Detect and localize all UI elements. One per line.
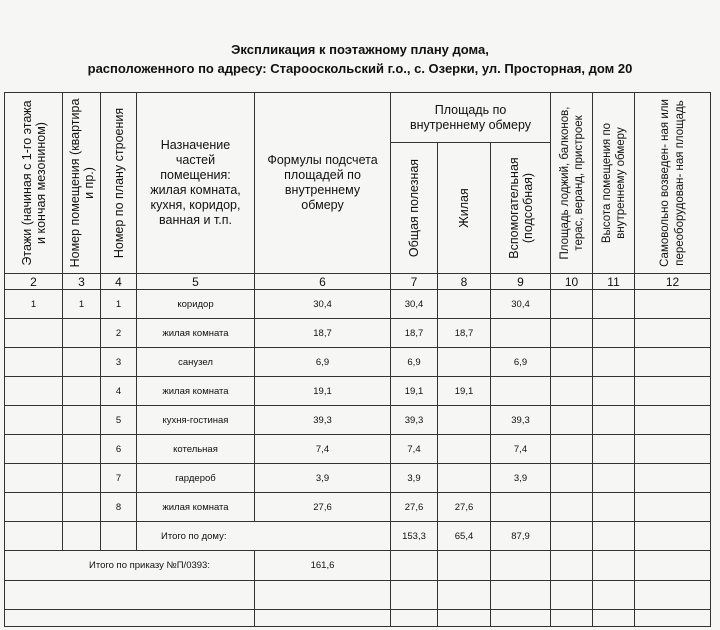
column-number: 8 bbox=[438, 274, 491, 290]
header-floors: Этажи (начиная с 1-го этажа и кончая мезонином) bbox=[5, 93, 63, 274]
area-living-cell: 18,7 bbox=[438, 319, 491, 348]
area-aux-cell: 3,9 bbox=[491, 464, 551, 493]
loggia-cell bbox=[551, 435, 593, 464]
header-formulas: Формулы подсчета площадей по внутреннему обмеру bbox=[255, 93, 391, 274]
formula-cell: 3,9 bbox=[255, 464, 391, 493]
height-cell bbox=[593, 406, 635, 435]
area-living-cell bbox=[438, 435, 491, 464]
area-aux-cell bbox=[491, 493, 551, 522]
height-cell bbox=[593, 493, 635, 522]
table-row bbox=[5, 406, 711, 435]
formula-cell: 39,3 bbox=[255, 406, 391, 435]
loggia-cell bbox=[551, 406, 593, 435]
height-cell bbox=[593, 348, 635, 377]
table-row bbox=[5, 377, 711, 406]
document-title bbox=[0, 40, 720, 78]
floor-cell bbox=[5, 493, 63, 522]
column-number: 9 bbox=[491, 274, 551, 290]
table-row bbox=[5, 493, 711, 522]
table-row bbox=[5, 435, 711, 464]
area-total-cell: 6,9 bbox=[391, 348, 438, 377]
area-total-cell: 39,3 bbox=[391, 406, 438, 435]
floor-cell bbox=[5, 406, 63, 435]
area-aux-cell: 6,9 bbox=[491, 348, 551, 377]
unauthorized-cell bbox=[635, 290, 711, 319]
area-living-cell bbox=[438, 290, 491, 319]
loggia-cell bbox=[551, 348, 593, 377]
empty-row bbox=[5, 610, 711, 627]
column-number: 3 bbox=[63, 274, 101, 290]
unauthorized-cell bbox=[635, 435, 711, 464]
area-aux-cell bbox=[491, 377, 551, 406]
header-unauthorized: Самовольно возведен- ная или переоборудован- ная площадь bbox=[635, 93, 711, 274]
header-height: Высота помещения по внутреннему обмеру bbox=[593, 93, 635, 274]
height-cell bbox=[593, 464, 635, 493]
formula-cell: 19,1 bbox=[255, 377, 391, 406]
header-area-living: Жилая bbox=[438, 143, 491, 274]
total-house-area-aux: 87,9 bbox=[491, 522, 551, 551]
area-total-cell: 18,7 bbox=[391, 319, 438, 348]
room-name-cell: жилая комната bbox=[137, 493, 255, 522]
header-loggia: Площадь лоджий, балконов, терас, веранд, пристроек bbox=[551, 93, 593, 274]
formula-cell: 27,6 bbox=[255, 493, 391, 522]
column-number: 7 bbox=[391, 274, 438, 290]
area-aux-cell bbox=[491, 319, 551, 348]
area-total-cell: 19,1 bbox=[391, 377, 438, 406]
table-row bbox=[5, 290, 711, 319]
total-house-area-living: 65,4 bbox=[438, 522, 491, 551]
plan-cell: 6 bbox=[101, 435, 137, 464]
unauthorized-cell bbox=[635, 348, 711, 377]
column-number-row bbox=[5, 274, 711, 290]
room-cell bbox=[63, 377, 101, 406]
total-order-value: 161,6 bbox=[255, 551, 391, 581]
floor-cell bbox=[5, 435, 63, 464]
area-total-cell: 3,9 bbox=[391, 464, 438, 493]
column-number: 12 bbox=[635, 274, 711, 290]
area-total-cell: 7,4 bbox=[391, 435, 438, 464]
unauthorized-cell bbox=[635, 493, 711, 522]
room-cell: 1 bbox=[63, 290, 101, 319]
plan-cell: 2 bbox=[101, 319, 137, 348]
column-number: 10 bbox=[551, 274, 593, 290]
plan-cell: 4 bbox=[101, 377, 137, 406]
height-cell bbox=[593, 377, 635, 406]
header-area-total: Общая полезная bbox=[391, 143, 438, 274]
room-name-cell: санузел bbox=[137, 348, 255, 377]
table-row bbox=[5, 319, 711, 348]
room-cell bbox=[63, 319, 101, 348]
formula-cell: 18,7 bbox=[255, 319, 391, 348]
formula-cell: 7,4 bbox=[255, 435, 391, 464]
area-living-cell bbox=[438, 464, 491, 493]
table-row bbox=[5, 348, 711, 377]
unauthorized-cell bbox=[635, 377, 711, 406]
area-aux-cell: 7,4 bbox=[491, 435, 551, 464]
header-area-group: Площадь по внутреннему обмеру bbox=[391, 93, 551, 143]
area-living-cell bbox=[438, 406, 491, 435]
column-number: 5 bbox=[137, 274, 255, 290]
floor-cell bbox=[5, 319, 63, 348]
room-name-cell: гардероб bbox=[137, 464, 255, 493]
total-order-row bbox=[5, 551, 711, 581]
total-house-row bbox=[5, 522, 711, 551]
header-area-aux: Вспомогательная (подсобная) bbox=[491, 143, 551, 274]
plan-cell: 8 bbox=[101, 493, 137, 522]
area-living-cell bbox=[438, 348, 491, 377]
explication-table bbox=[4, 92, 711, 627]
room-name-cell: коридор bbox=[137, 290, 255, 319]
formula-cell: 6,9 bbox=[255, 348, 391, 377]
room-cell bbox=[63, 348, 101, 377]
column-number: 11 bbox=[593, 274, 635, 290]
room-name-cell: кухня-гостиная bbox=[137, 406, 255, 435]
empty-row bbox=[5, 581, 711, 610]
loggia-cell bbox=[551, 377, 593, 406]
height-cell bbox=[593, 290, 635, 319]
plan-cell: 3 bbox=[101, 348, 137, 377]
formula-cell: 30,4 bbox=[255, 290, 391, 319]
loggia-cell bbox=[551, 290, 593, 319]
loggia-cell bbox=[551, 464, 593, 493]
column-number: 6 bbox=[255, 274, 391, 290]
total-house-area-total: 153,3 bbox=[391, 522, 438, 551]
area-aux-cell: 39,3 bbox=[491, 406, 551, 435]
room-name-cell: котельная bbox=[137, 435, 255, 464]
room-cell bbox=[63, 435, 101, 464]
room-name-cell: жилая комната bbox=[137, 377, 255, 406]
room-cell bbox=[63, 493, 101, 522]
header-room-number: Номер помещения (квартира и пр.) bbox=[63, 93, 101, 274]
header-row bbox=[5, 93, 711, 143]
title-line-1: Экспликация к поэтажному плану дома, bbox=[231, 42, 489, 57]
column-number: 2 bbox=[5, 274, 63, 290]
room-cell bbox=[63, 406, 101, 435]
unauthorized-cell bbox=[635, 406, 711, 435]
area-living-cell: 27,6 bbox=[438, 493, 491, 522]
table-row bbox=[5, 464, 711, 493]
floor-cell bbox=[5, 464, 63, 493]
room-cell bbox=[63, 464, 101, 493]
header-purpose: Назначение частей помещения: жилая комната, кухня, коридор, ванная и т.п. bbox=[137, 93, 255, 274]
total-house-label: Итого по дому: bbox=[137, 522, 391, 551]
floor-cell: 1 bbox=[5, 290, 63, 319]
loggia-cell bbox=[551, 493, 593, 522]
plan-cell: 5 bbox=[101, 406, 137, 435]
floor-cell bbox=[5, 377, 63, 406]
unauthorized-cell bbox=[635, 464, 711, 493]
area-aux-cell: 30,4 bbox=[491, 290, 551, 319]
height-cell bbox=[593, 319, 635, 348]
area-total-cell: 27,6 bbox=[391, 493, 438, 522]
plan-cell: 1 bbox=[101, 290, 137, 319]
header-plan-number: Номер по плану строения bbox=[101, 93, 137, 274]
floor-cell bbox=[5, 348, 63, 377]
plan-cell: 7 bbox=[101, 464, 137, 493]
column-number: 4 bbox=[101, 274, 137, 290]
area-total-cell: 30,4 bbox=[391, 290, 438, 319]
loggia-cell bbox=[551, 319, 593, 348]
area-living-cell: 19,1 bbox=[438, 377, 491, 406]
room-name-cell: жилая комната bbox=[137, 319, 255, 348]
unauthorized-cell bbox=[635, 319, 711, 348]
total-order-label: Итого по приказу №П/0393: bbox=[5, 551, 255, 581]
title-line-2: расположенного по адресу: Старооскольский г.о., с. Озерки, ул. Просторная, дом 20 bbox=[87, 61, 633, 76]
height-cell bbox=[593, 435, 635, 464]
